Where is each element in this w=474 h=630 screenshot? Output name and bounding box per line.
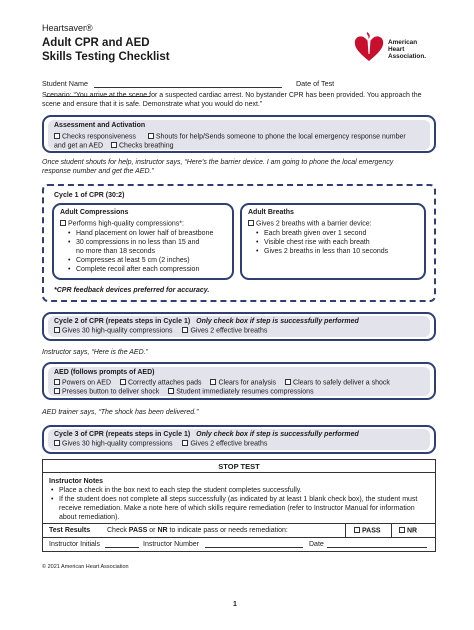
- breaths-check-label: Gives 2 breaths with a barrier device:: [256, 220, 372, 228]
- feedback-note: *CPR feedback devices preferred for accuracy.: [54, 287, 210, 294]
- page-number: 1: [233, 601, 237, 608]
- instructor-info-row: [43, 538, 435, 551]
- cycle2-box: [42, 312, 436, 341]
- clears-shock-label: Clears to safely deliver a shock: [293, 379, 390, 387]
- checkbox-icon[interactable]: [285, 379, 291, 385]
- cycle1-box: [42, 184, 436, 302]
- breaths-check: [248, 220, 418, 229]
- compressions-check: [60, 220, 226, 229]
- checkbox-icon[interactable]: [210, 379, 216, 385]
- instruction-pass: PASS: [128, 527, 148, 534]
- instructor-note-1a: Once student shouts for help, instructor says, “Here’s the barrier device. I am going to phone the local emergency: [42, 159, 394, 166]
- list-item-text: 30 compressions in no less than 15 and: [76, 239, 200, 247]
- aed-heading: AED (follows prompts of AED): [54, 369, 155, 376]
- instruction-pre: Check: [107, 527, 129, 534]
- title-line-1: Adult CPR and AED: [42, 37, 150, 49]
- checkbox-icon[interactable]: [54, 133, 60, 139]
- assessment-line-1: [54, 133, 424, 142]
- resumes-compressions-label: Student immediately resumes compressions: [176, 388, 314, 396]
- list-item-text: If the student does not complete all steps successfully (as indicated by at least 1 blank check box), the student must: [59, 496, 418, 504]
- divider: [345, 524, 346, 537]
- list-item: • Gives 2 breaths in less than 10 seconds: [254, 247, 418, 256]
- cycle3-items: [54, 440, 424, 449]
- scenario-text: Scenario: “You arrive at the scene for a suspected cardiac arrest. No bystander CPR has been provided. You approach the scene and ensure that it is safe. Demonstrate what you would do next.”: [42, 92, 422, 109]
- title-line-2: Skills Testing Checklist: [42, 50, 170, 63]
- cycle2-note: Only check box if step is successfully performed: [196, 318, 359, 325]
- list-item-text: receive remediation. Make a note here of which skills require remediation (refer to Instructor Manual for information: [59, 505, 415, 513]
- list-item: • Compresses at least 5 cm (2 inches): [66, 256, 226, 265]
- logo-text: [388, 39, 426, 60]
- cycle3-note: Only check box if step is successfully performed: [196, 431, 359, 438]
- page-title: [42, 37, 170, 64]
- checkbox-icon[interactable]: [182, 440, 188, 446]
- assessment-line-2: [54, 142, 424, 151]
- checkbox-icon[interactable]: [354, 527, 360, 533]
- instruction-post: to indicate pass or needs remediation:: [167, 527, 288, 534]
- list-item: • Each breath given over 1 second: [254, 229, 418, 238]
- list-item: [66, 238, 226, 256]
- list-item-text: about remediation).: [59, 514, 120, 522]
- check-responsiveness-label: Checks responsiveness: [62, 133, 136, 141]
- brand-name: Heartsaver®: [42, 23, 93, 33]
- checkbox-icon[interactable]: [60, 220, 66, 226]
- instruction-or: or: [147, 527, 158, 534]
- test-results-label: Test Results: [49, 527, 91, 534]
- divider: [391, 524, 392, 537]
- aha-logo: [352, 30, 436, 64]
- date-of-test-label: Date of Test: [295, 79, 335, 88]
- cycle2-items: [54, 327, 424, 336]
- nr-label: NR: [407, 527, 418, 535]
- date-field[interactable]: [327, 540, 427, 548]
- test-results-row: [43, 524, 435, 538]
- instructor-note-1b: response number and get the AED.”: [42, 168, 154, 176]
- cycle3-heading: Cycle 3 of CPR (repeats steps in Cycle 1): [54, 431, 191, 438]
- checkbox-icon[interactable]: [148, 133, 154, 139]
- checkbox-icon[interactable]: [54, 327, 60, 333]
- instructor-initials-field[interactable]: [105, 540, 139, 548]
- shouts-for-help-label: Shouts for help/Sends someone to phone the local emergency response number: [155, 133, 406, 141]
- compressions-check-label: Performs high-quality compressions*:: [68, 220, 184, 228]
- instructor-note-2: Instructor says, “Here is the AED.”: [42, 349, 148, 356]
- test-results-instruction: [107, 527, 288, 536]
- instructor-initials-label: Instructor Initials: [49, 541, 100, 548]
- attaches-pads-label: Correctly attaches pads: [127, 379, 202, 387]
- checkbox-icon[interactable]: [120, 379, 126, 385]
- breaths-heading: Adult Breaths: [248, 209, 294, 216]
- cycle3-compressions-label: Gives 30 high-quality compressions: [62, 440, 173, 448]
- cycle3-breaths-label: Gives 2 effective breaths: [190, 440, 268, 448]
- checkbox-icon[interactable]: [54, 379, 60, 385]
- aed-line-2: [54, 388, 424, 397]
- instructor-notes: [43, 473, 435, 524]
- checkbox-icon[interactable]: [168, 388, 174, 394]
- heart-torch-icon: [352, 30, 386, 64]
- compressions-box: [52, 203, 234, 280]
- cycle2-heading: Cycle 2 of CPR (repeats steps in Cycle 1): [54, 318, 191, 325]
- cycle1-heading: Cycle 1 of CPR (30:2): [54, 192, 125, 199]
- assessment-box: [42, 115, 436, 153]
- list-item-text: no more than 18 seconds: [76, 248, 155, 256]
- checkbox-icon[interactable]: [248, 220, 254, 226]
- cycle3-box: [42, 425, 436, 454]
- clears-analysis-label: Clears for analysis: [218, 379, 277, 387]
- pass-option[interactable]: [354, 527, 381, 536]
- checkbox-icon[interactable]: [182, 327, 188, 333]
- student-name-label: Student Name: [42, 79, 88, 88]
- cycle2-breaths-label: Gives 2 effective breaths: [190, 327, 268, 335]
- copyright: © 2021 American Heart Association: [42, 564, 129, 570]
- instructor-notes-heading: Instructor Notes: [49, 478, 104, 485]
- stop-test-label: STOP TEST: [43, 460, 435, 473]
- instructor-note-1: [42, 158, 436, 177]
- powers-on-aed-label: Powers on AED: [62, 379, 112, 387]
- breaths-box: [240, 203, 426, 280]
- student-name-field[interactable]: [94, 80, 282, 88]
- instructor-number-field[interactable]: [205, 540, 303, 548]
- date-label: Date: [309, 541, 324, 548]
- checkbox-icon[interactable]: [54, 388, 60, 394]
- presses-button-label: Presses button to deliver shock: [62, 388, 160, 396]
- assessment-heading: Assessment and Activation: [54, 122, 146, 129]
- results-table: [42, 459, 436, 552]
- list-item: • Hand placement on lower half of breastbone: [66, 229, 226, 238]
- list-item: [49, 495, 429, 522]
- checks-breathing-label: Checks breathing: [119, 142, 174, 150]
- compressions-heading: Adult Compressions: [60, 209, 129, 216]
- instructor-note-3: AED trainer says, “The shock has been delivered.”: [42, 409, 199, 416]
- aed-box: [42, 362, 436, 400]
- logo-text-1: American: [388, 39, 418, 46]
- instructor-notes-list: [49, 486, 429, 522]
- instructor-number-label: Instructor Number: [143, 541, 200, 548]
- compressions-list: [66, 229, 226, 274]
- checkbox-icon[interactable]: [399, 527, 405, 533]
- pass-label: PASS: [362, 527, 381, 535]
- shouts-for-help-label-cont: and get an AED: [54, 142, 104, 150]
- logo-text-2: Heart: [388, 46, 405, 54]
- nr-option[interactable]: [399, 527, 417, 536]
- logo-text-3: Association.: [388, 53, 426, 61]
- list-item: • Complete recoil after each compression: [66, 265, 226, 274]
- cycle2-compressions-label: Gives 30 high-quality compressions: [62, 327, 173, 335]
- list-item: • Place a check in the box next to each step the student completes successfully.: [49, 486, 429, 495]
- checkbox-icon[interactable]: [111, 142, 117, 148]
- instruction-nr: NR: [157, 527, 168, 534]
- breaths-list: [254, 229, 418, 256]
- checkbox-icon[interactable]: [54, 440, 60, 446]
- aed-line-1: [54, 379, 424, 388]
- list-item: • Visible chest rise with each breath: [254, 238, 418, 247]
